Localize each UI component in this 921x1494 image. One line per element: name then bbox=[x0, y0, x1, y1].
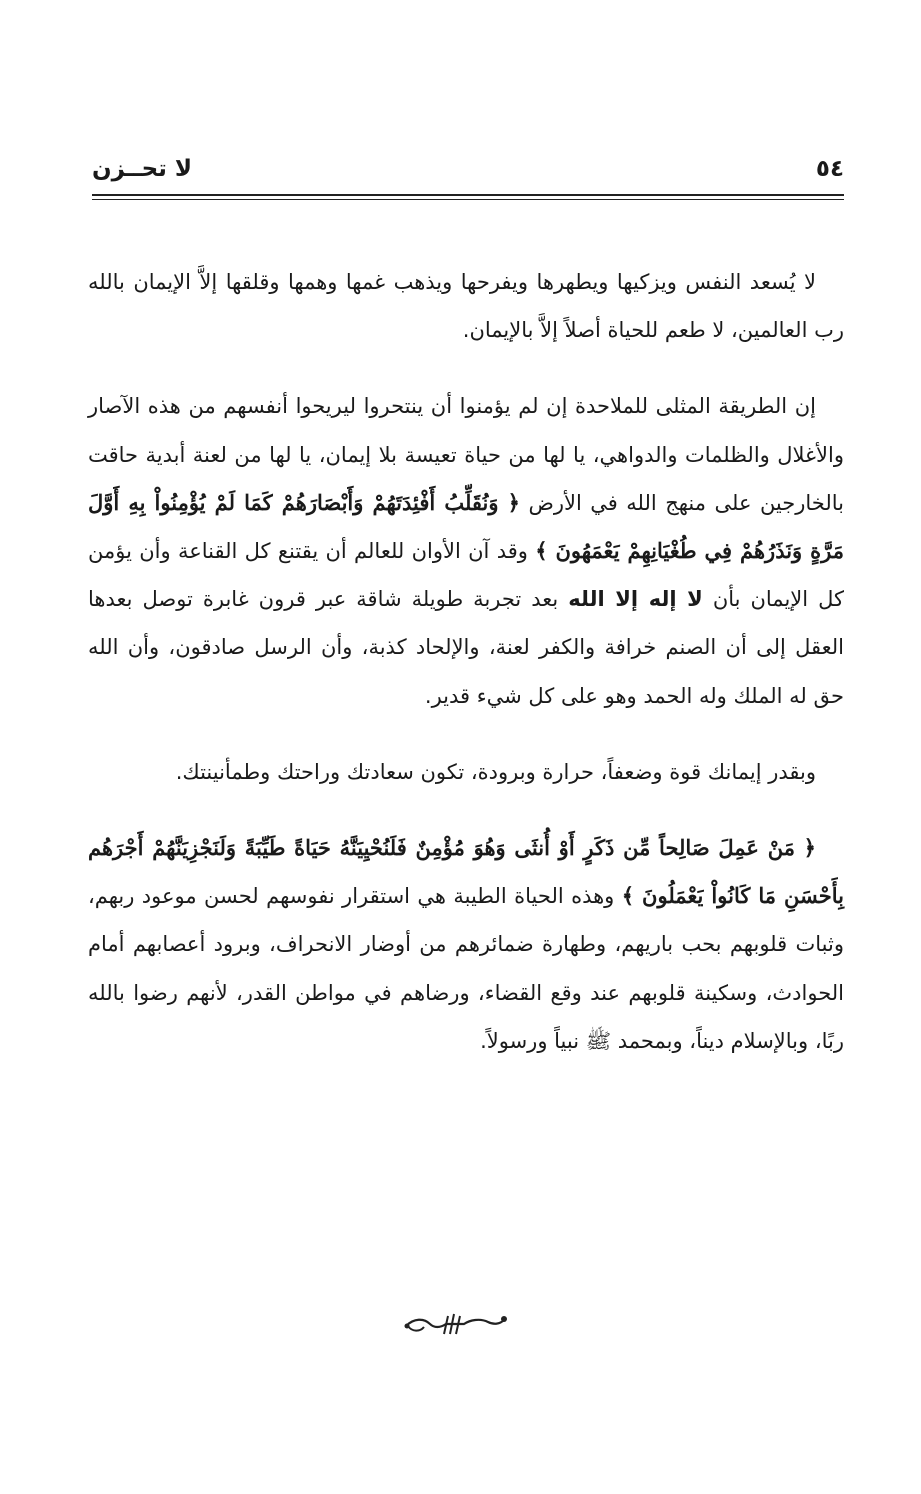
paragraph-4 bbox=[88, 824, 844, 1065]
quran-verse-1: ﴿ وَنُقَلِّبُ أَفْئِدَتَهُمْ وَأَبْصَارَهُمْ كَمَا لَمْ يُؤْمِنُواْ بِهِ أَوَّلَ مَرَّةٍ وَنَذَرُهُمْ فِي طُغْيَانِهِمْ يَعْمَهُونَ ﴾ bbox=[88, 489, 844, 564]
paragraph-2-after: بعد تجربة طويلة شاقة عبر قرون غابرة توصل بعدها العقل إلى أن الصنم خرافة والكفر لعنة، والإلحاد كذبة، وأن الرسل صادقون، وأن الله حق له الملك وله الحمد وهو على كل شيء قدير. bbox=[88, 587, 844, 708]
shahada-emphasis: لا إله إلا الله bbox=[568, 587, 703, 612]
ornament-divider-icon bbox=[400, 1304, 510, 1340]
paragraph-3-text: وبقدر إيمانك قوة وضعفاً، حرارة وبرودة، تكون سعادتك وراحتك وطمأنينتك. bbox=[175, 759, 816, 784]
paragraph-1-text: لا يُسعد النفس ويزكيها ويطهرها ويفرحها ويذهب غمها وهمها وقلقها إلاَّ الإيمان بالله رب العالمين، لا طعم للحياة أصلاً إلاَّ بالإيمان. bbox=[88, 270, 844, 343]
paragraph-1 bbox=[88, 258, 844, 354]
running-head bbox=[92, 156, 844, 190]
paragraph-3 bbox=[88, 748, 844, 796]
paragraph-4-text: وهذه الحياة الطيبة هي استقرار نفوسهم لحسن موعود ربهم، وثبات قلوبهم بحب باريهم، وطهارة ضمائرهم من أوضار الانحراف، وبرود أعصابهم أمام الحوادث، وسكينة قلوبهم عند وقع القضاء، ورضاهم في مواطن القدر، لأنهم رضوا بالله ربًا، وبالإسلام ديناً، وبمحمد ﷺ نبياً ورسولاً. bbox=[88, 884, 844, 1053]
page-number: ٥٤ bbox=[815, 156, 844, 182]
quran-verse-2: ﴿ مَنْ عَمِلَ صَالِحاً مِّن ذَكَرٍ أَوْ أُنثَى وَهُوَ مُؤْمِنٌ فَلَنُحْيِيَنَّهُ حَيَاةً طَيِّبَةً وَلَنَجْزِيَنَّهُمْ أَجْرَهُم بِأَحْسَنِ مَا كَانُواْ يَعْمَلُونَ ﴾ bbox=[88, 835, 844, 909]
paragraph-2-middle: وقد آن الأوان للعالم أن يقتنع كل القناعة وأن يؤمن كل الإيمان بأن bbox=[88, 539, 844, 612]
paragraph-2 bbox=[88, 382, 844, 719]
header-rule-thin bbox=[92, 199, 844, 200]
paragraph-2-text: إن الطريقة المثلى للملاحدة إن لم يؤمنوا أن ينتحروا ليريحوا أنفسهم من هذه الآصار والأغلال والظلمات والدواهي، يا لها من حياة تعيسة بلا إيمان، يا لها من لعنة أبدية حاقت بالخارجين على منهج الله في الأرض bbox=[88, 394, 844, 515]
header-rule bbox=[92, 194, 844, 196]
book-title: لا تحــزن bbox=[92, 156, 193, 182]
body-text bbox=[88, 258, 844, 1065]
